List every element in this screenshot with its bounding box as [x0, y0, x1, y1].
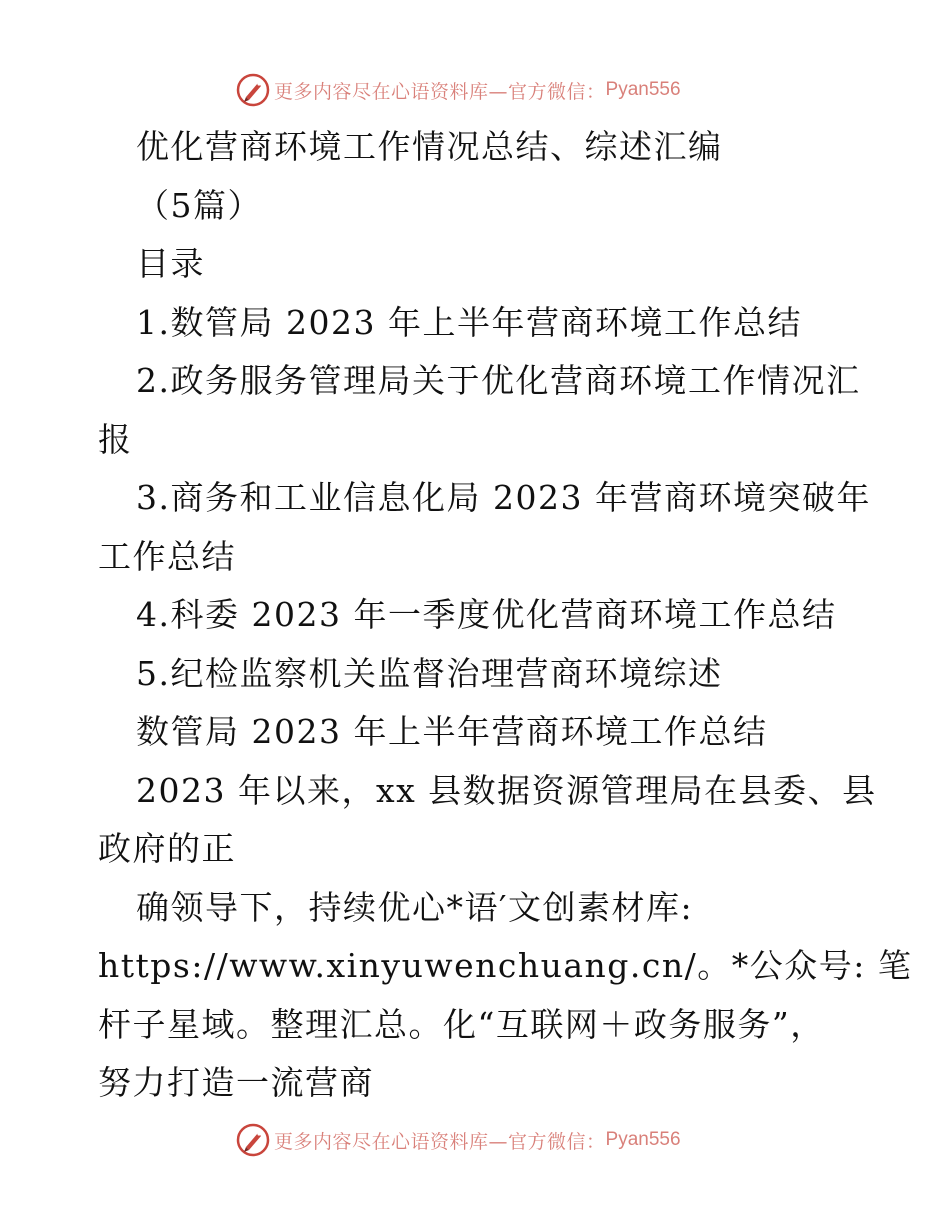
body-paragraph-line: 2023 年以来，xx 县数据资源管理局在县委、县 — [136, 770, 877, 810]
document-body — [98, 118, 913, 1113]
pen-logo-icon — [236, 1123, 270, 1157]
toc-item: 2.政务服务管理局关于优化营商环境工作情况汇 — [136, 361, 861, 400]
document-title: 优化营商环境工作情况总结、综述汇编 — [136, 127, 723, 166]
toc-item: 4.科委 2023 年一季度优化营商环境工作总结 — [136, 595, 837, 634]
pen-logo-icon — [236, 73, 270, 107]
body-paragraph-line: 努力打造一流营商 — [98, 1063, 374, 1102]
watermark-wechat-id: Pyan556 — [605, 1129, 681, 1150]
section-title: 数管局 2023 年上半年营商环境工作总结 — [136, 712, 768, 751]
watermark-wechat-id: Pyan556 — [605, 79, 681, 100]
toc-item: 3.商务和工业信息化局 2023 年营商环境突破年 — [136, 478, 871, 517]
toc-item: 1.数管局 2023 年上半年营商环境工作总结 — [136, 302, 802, 342]
body-paragraph-line: 确领导下，持续优心*语′文创素材库: — [136, 887, 694, 927]
watermark-footer — [236, 1122, 681, 1158]
toc-item-continuation: 报 — [98, 419, 133, 459]
body-paragraph-line: https://www.xinyuwenchuang.cn/。*公众号: 笔 — [98, 946, 913, 985]
toc-heading: 目录 — [136, 244, 205, 283]
watermark-header — [236, 72, 681, 108]
body-paragraph-line: 杆子星域。整理汇总。化“互联网＋政务服务”， — [98, 1004, 825, 1044]
toc-item: 5.纪检监察机关监督治理营商环境综述 — [136, 653, 723, 693]
document-subtitle: （5篇） — [136, 185, 262, 225]
watermark-text: 更多内容尽在心语资料库—官方微信： — [274, 80, 606, 103]
toc-item-continuation: 工作总结 — [98, 536, 236, 576]
body-paragraph-line: 政府的正 — [98, 829, 236, 868]
watermark-text: 更多内容尽在心语资料库—官方微信： — [274, 1130, 606, 1153]
